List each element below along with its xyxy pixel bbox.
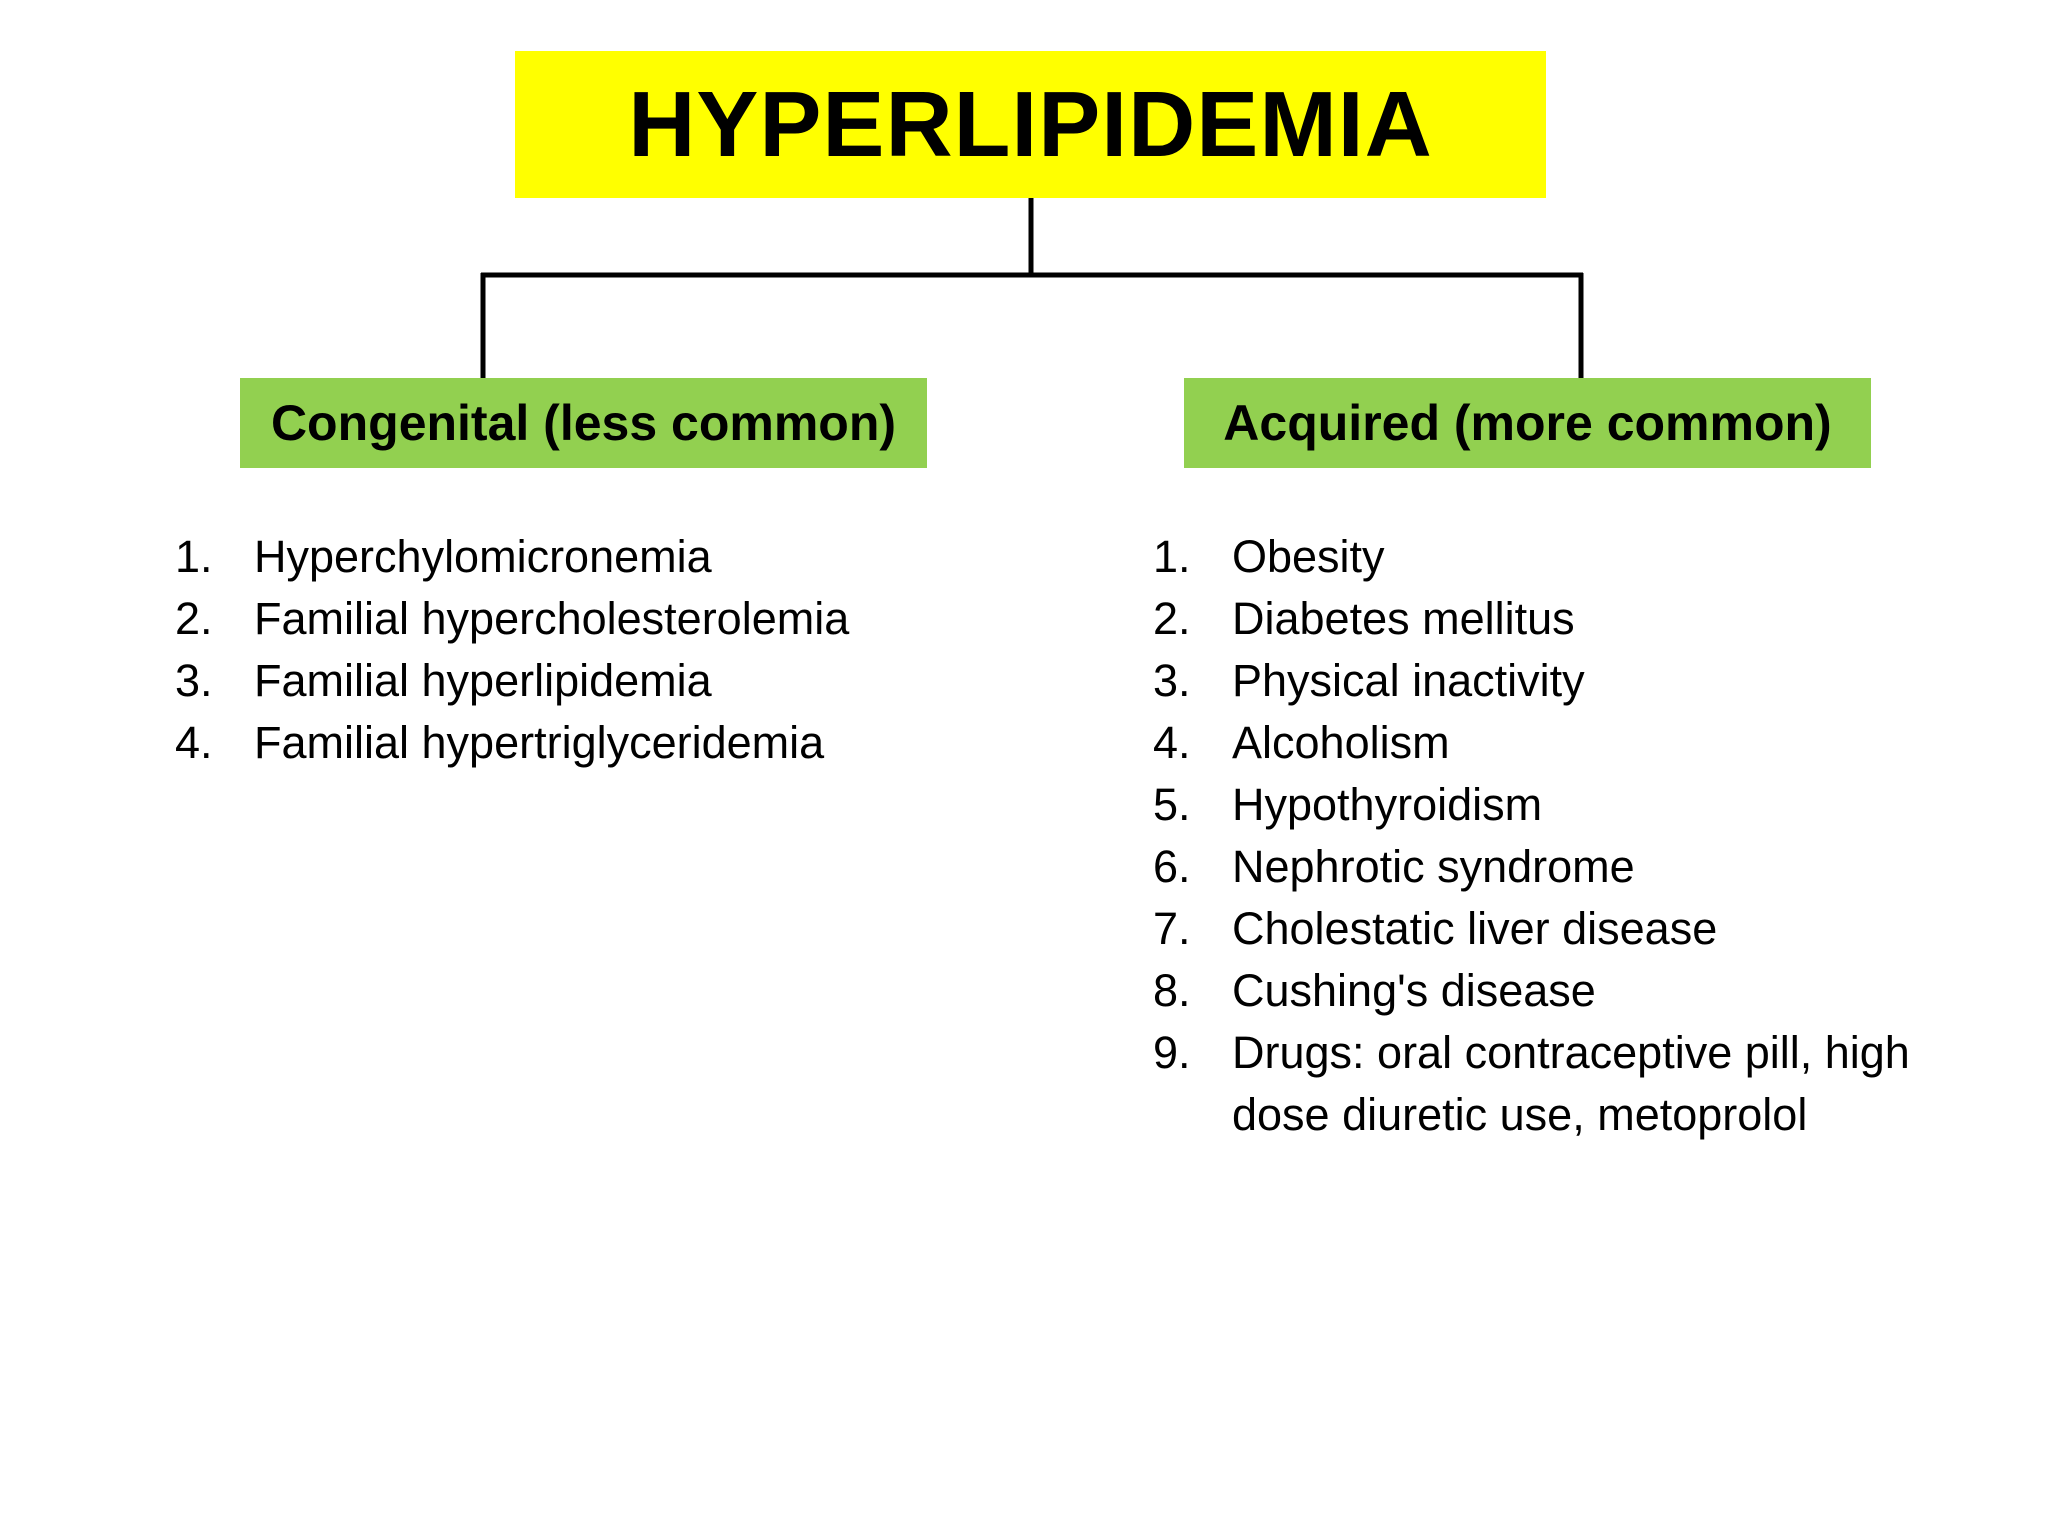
diagram-title: HYPERLIPIDEMIA — [628, 72, 1433, 176]
list-item-number: 1. — [175, 531, 213, 582]
list-item — [1153, 960, 1973, 1022]
list-item — [1153, 1022, 1973, 1146]
list-item — [1153, 526, 1973, 588]
list-item-number: 9. — [1153, 1027, 1191, 1078]
list-item — [1153, 712, 1973, 774]
list-item-text: Diabetes mellitus — [1232, 593, 1575, 644]
list-item-number: 7. — [1153, 903, 1191, 954]
category-label-congenital: Congenital (less common) — [270, 395, 897, 451]
list-item-number: 2. — [175, 593, 213, 644]
list-item-text: Familial hypertriglyceridemia — [254, 717, 825, 768]
list-item-number: 3. — [1153, 655, 1191, 706]
list-item-text: Familial hyperlipidemia — [254, 655, 712, 706]
list-item-number: 2. — [1153, 593, 1191, 644]
list-item-text: Physical inactivity — [1232, 655, 1585, 706]
category-box-congenital — [240, 378, 927, 468]
category-box-acquired — [1184, 378, 1871, 468]
list-item-number: 5. — [1153, 779, 1191, 830]
congenital-list — [175, 526, 955, 774]
list-item-number: 4. — [1153, 717, 1191, 768]
list-item-number: 3. — [175, 655, 213, 706]
list-item — [1153, 836, 1973, 898]
list-item — [1153, 774, 1973, 836]
list-item — [175, 526, 955, 588]
list-item-text: Nephrotic syndrome — [1232, 841, 1635, 892]
list-item-text: Drugs: oral contraceptive pill, high dose diuretic use, metoprolol — [1232, 1027, 1910, 1140]
list-item — [175, 712, 955, 774]
list-item-text: Alcoholism — [1232, 717, 1450, 768]
list-item-number: 6. — [1153, 841, 1191, 892]
category-label-acquired: Acquired (more common) — [1223, 395, 1832, 451]
list-item-text: Cushing's disease — [1232, 965, 1596, 1016]
list-item-text: Familial hypercholesterolemia — [254, 593, 850, 644]
list-item-number: 4. — [175, 717, 213, 768]
list-item-text: Hypothyroidism — [1232, 779, 1543, 830]
list-item — [1153, 650, 1973, 712]
list-item-text: Hyperchylomicronemia — [254, 531, 712, 582]
list-item-text: Cholestatic liver disease — [1232, 903, 1718, 954]
list-item — [175, 588, 955, 650]
list-item — [1153, 898, 1973, 960]
list-item — [175, 650, 955, 712]
list-item — [1153, 588, 1973, 650]
list-item-number: 8. — [1153, 965, 1191, 1016]
acquired-list — [1153, 526, 1973, 1146]
list-item-number: 1. — [1153, 531, 1191, 582]
list-item-text: Obesity — [1232, 531, 1385, 582]
